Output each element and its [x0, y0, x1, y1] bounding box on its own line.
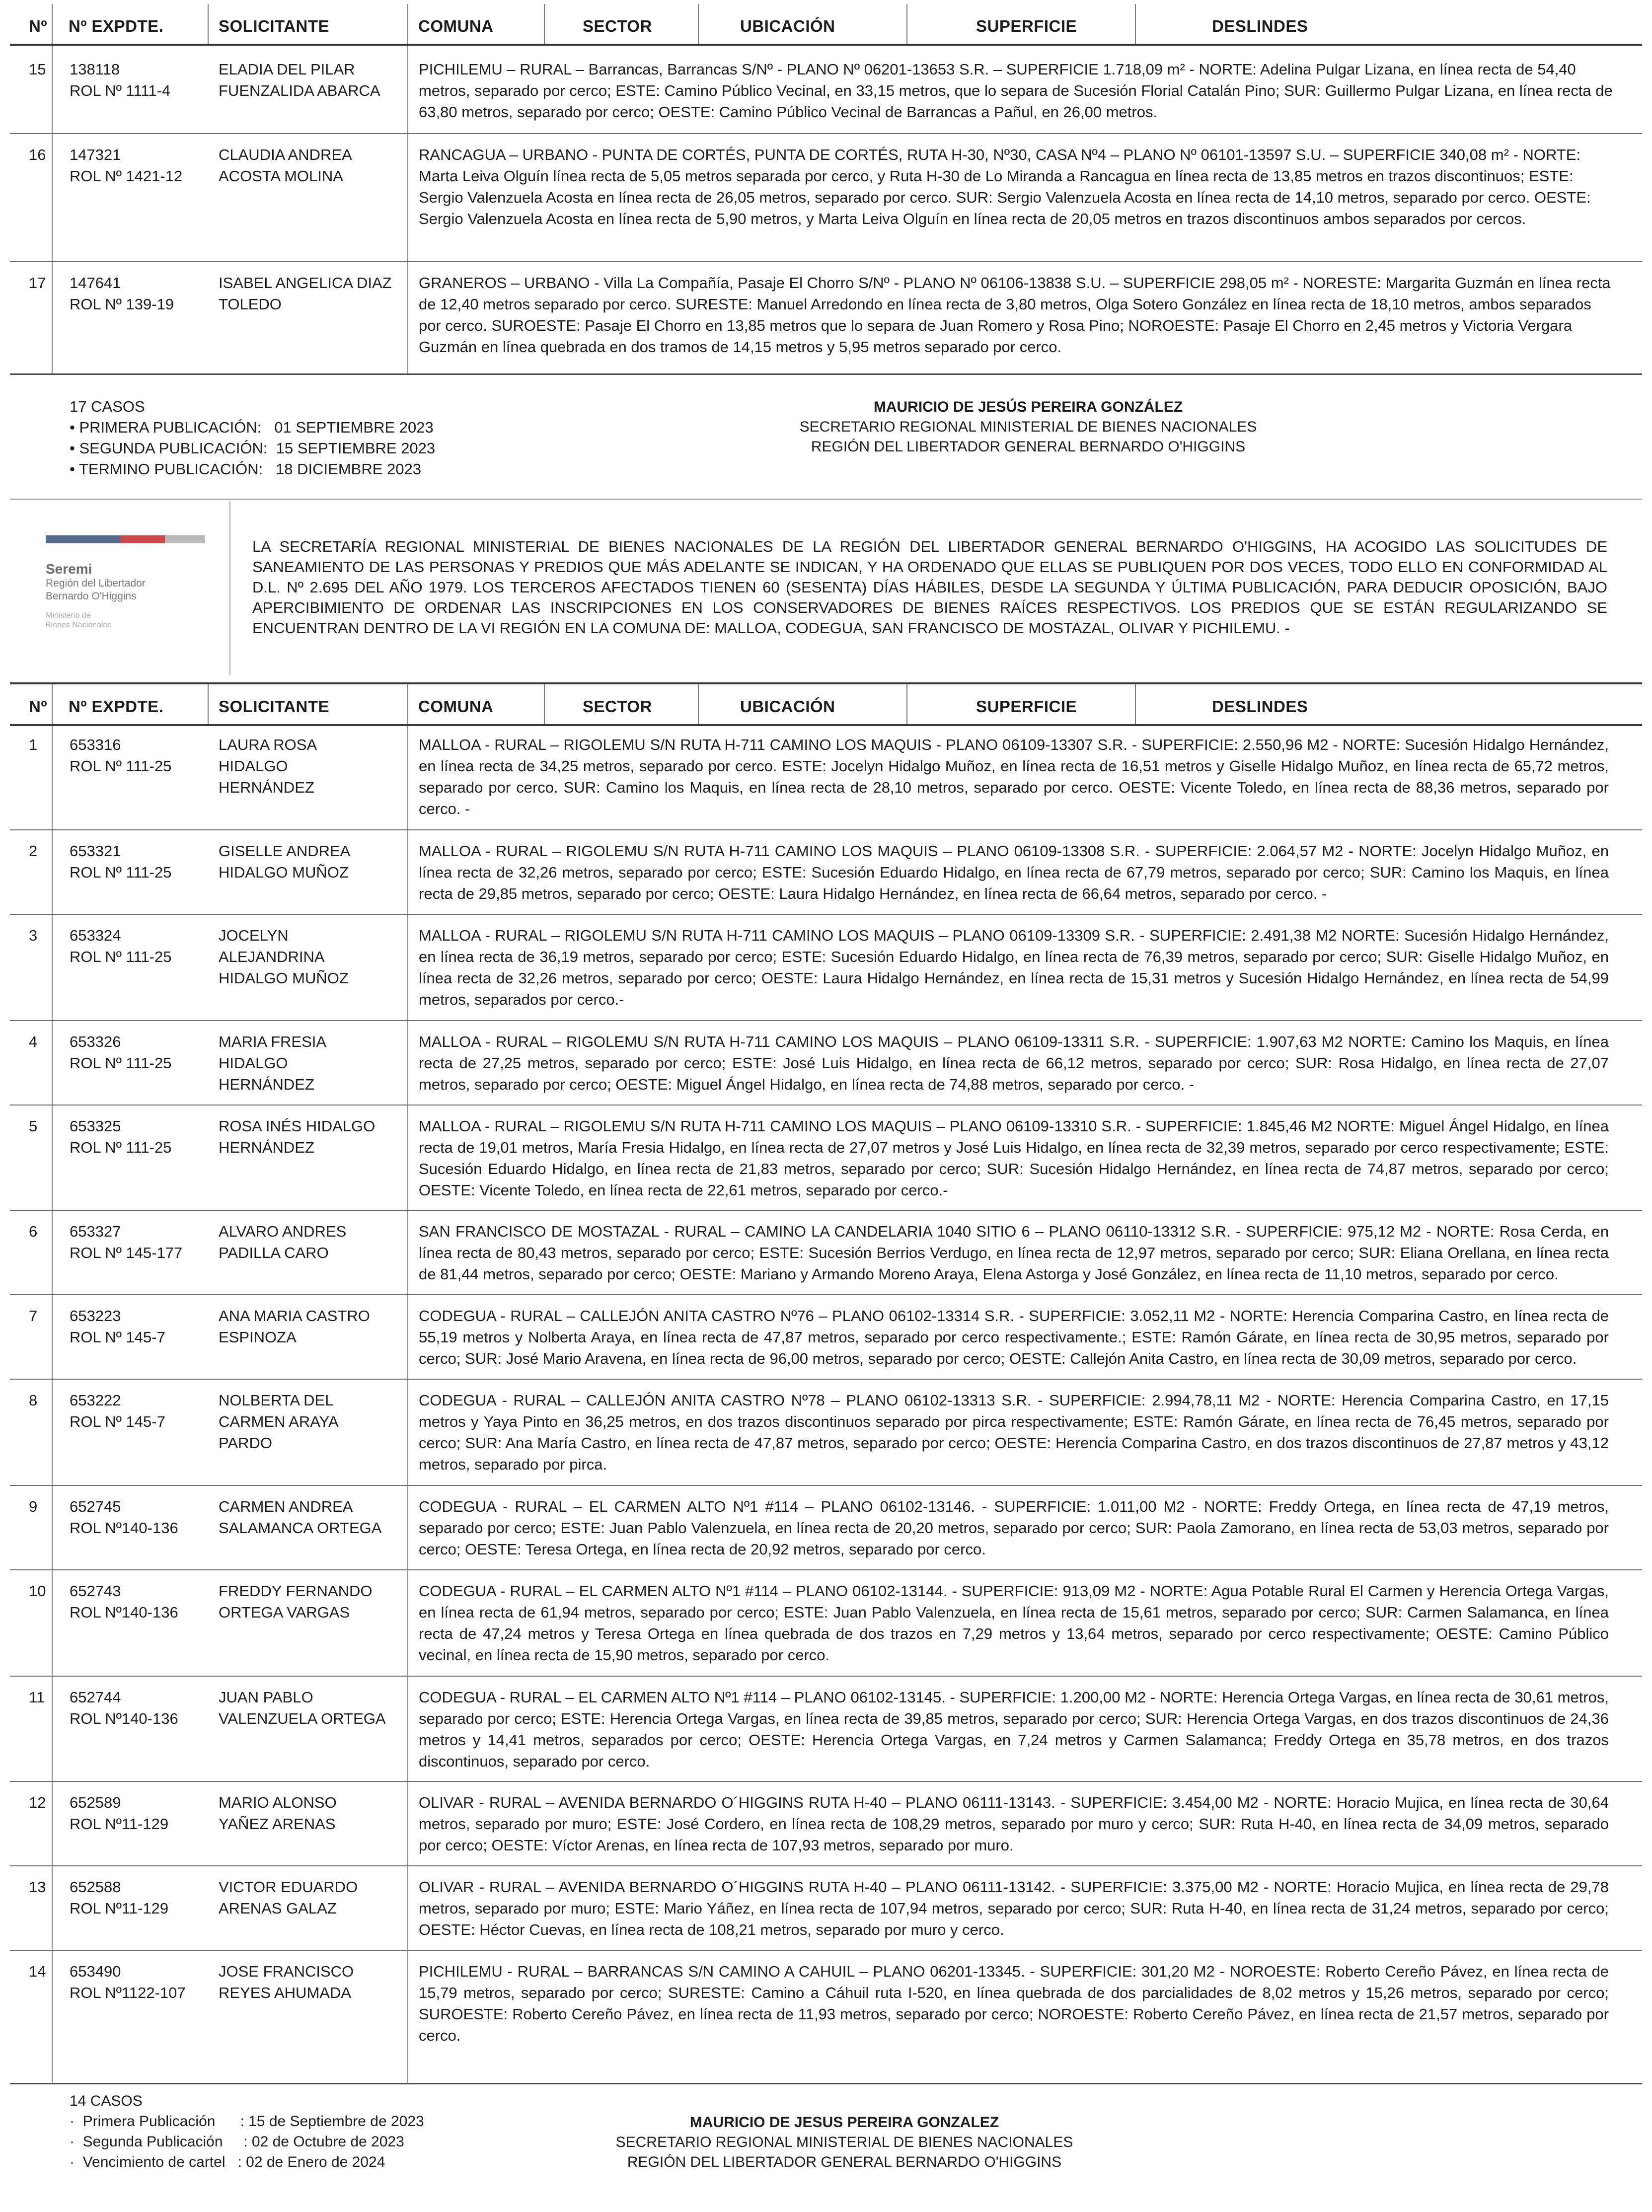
row-deslindes: OLIVAR - RURAL – AVENIDA BERNARDO O´HIGGINS RUTA H-40 – PLANO 06111-13142. - SUPERFICIE: 3.375,00 M2 - NORTE: Horacio Mujica, en línea recta de 29,78 metros, separado por muro; ESTE: Mario Yáñez, en línea recta de 107,94 metros, separado por cerco; SUR: Ruta H-40, en línea recta de 31,24 metros, separado por cerco; OESTE: Héctor Cuevas, en línea recta de 108,21 metros, separado por muro y cerco. — [419, 1878, 1609, 1938]
row-solicitante: CARMEN ANDREA SALAMANCA ORTEGA — [219, 1498, 382, 1537]
section-1-footer: 17 CASOS • PRIMERA PUBLICACIÓN: 01 SEPTIEMBRE 2023 • SEGUNDA PUBLICACIÓN: 15 SEPTIEMBRE 2023 • TERMINO PUBLICACIÓN: 18 DICIEMBRE 2023 — [70, 398, 436, 478]
row-expediente: 652589 ROL Nº11-129 — [70, 1794, 169, 1833]
row-number: 6 — [29, 1223, 38, 1240]
row-deslindes: SAN FRANCISCO DE MOSTAZAL - RURAL – CAMINO LA CANDELARIA 1040 SITIO 6 – PLANO 06110-13312 S.R. - SUPERFICIE: 975,12 M2 - NORTE: Rosa Cerda, en línea recta de 80,43 metros, separado por cerco; ESTE: Sucesión Berrios Verdugo, en línea recta de 12,97 metros, separado por cerco; SUR: Eliana Orellana, en línea recta de 81,44 metros, separado por cerco; OESTE: Mariano y Armando Moreno Araya, Elena Astorga y José González, en línea recta de 11,10 metros, separado por cerco. — [419, 1223, 1609, 1283]
row-expediente: 653316 ROL Nº 111-25 — [70, 736, 172, 775]
row-expediente: 652744 ROL Nº140-136 — [70, 1689, 178, 1727]
row-deslindes: MALLOA - RURAL – RIGOLEMU S/N RUTA H-711 CAMINO LOS MAQUIS - PLANO 06109-13307 S.R. - SUPERFICIE: 2.550,96 M2 - NORTE: Sucesión Hidalgo Hernández, en línea recta de 34,25 metros, separado por cerco. ESTE: Jocelyn Hidalgo Muñoz, en línea recta de 16,51 metros y Giselle Hidalgo Muñoz, en línea recta de 65,72 metros, separado por cerco. SUR: Camino los Maquis, en línea recta de 28,10 metros, separado por cerco. OESTE: Vicente Toledo, en línea recta de 88,36 metros, separado por cerco. - — [419, 736, 1609, 817]
row-expediente: 653327 ROL Nº 145-177 — [70, 1223, 183, 1261]
row-number: 4 — [29, 1033, 38, 1050]
row-number: 12 — [29, 1794, 46, 1811]
row-deslindes: CODEGUA - RURAL – CALLEJÓN ANITA CASTRO Nº78 – PLANO 06102-13313 S.R. - SUPERFICIE: 2.994,78,11 M2 - NORTE: Herencia Comparina Castro, en 17,15 metros y Yaya Pinto en 36,25 metros, en dos trazos discontinuos separado por pirca respectivamente; ESTE: Ramón Gárate, en línea recta de 76,45 metros, separado por cerco; SUR: Ana María Castro, en línea recta de 47,87 metros, separado por cerco; OESTE: Herencia Comparina Castro, en dos trazos discontinuos de 27,87 metros y 43,12 metros, separado por pirca. — [419, 1392, 1609, 1473]
table-header-2: Nº Nº EXPDTE. SOLICITANTE COMUNA SECTOR UBICACIÓN SUPERFICIE DESLINDES — [10, 684, 1642, 724]
row-number: 5 — [29, 1117, 38, 1135]
row-deslindes: OLIVAR - RURAL – AVENIDA BERNARDO O´HIGGINS RUTA H-40 – PLANO 06111-13143. - SUPERFICIE: 3.454,00 M2 - NORTE: Horacio Mujica, en línea recta de 30,64 metros, separado por muro; ESTE: José Cordero, en línea recta de 108,29 metros, separado por muro y cerco; SUR: Ruta H-40, en línea recta de 34,09 metros, separado por cerco; OESTE: Víctor Arenas, en línea recta de 107,93 metros, separado por muro. — [419, 1794, 1609, 1854]
row-solicitante: ALVARO ANDRES PADILLA CARO — [219, 1223, 347, 1261]
logo-bar-blue — [46, 535, 120, 543]
signature-2: MAURICIO DE JESUS PEREIRA GONZALEZ SECRETARIO REGIONAL MINISTERIAL DE BIENES NACIONALES REGIÓN DEL LIBERTADOR GENERAL BERNARDO O'HIGGINS — [615, 2114, 1073, 2170]
row-number: 14 — [29, 1963, 46, 1980]
row-number: 10 — [29, 1582, 46, 1600]
row-number: 7 — [29, 1307, 38, 1325]
row-deslindes: MALLOA - RURAL – RIGOLEMU S/N RUTA H-711 CAMINO LOS MAQUIS – PLANO 06109-13311 S.R. - SUPERFICIE: 1.907,63 M2 NORTE: Camino los Maquis, en línea recta de 27,25 metros, separado por cerco; ESTE: José Luis Hidalgo, en línea recta de 66,12 metros, separado por cerco; SUR: Rosa Hidalgo, en línea recta de 27,07 metros, separado por cerco; OESTE: Miguel Ángel Hidalgo, en línea recta de 74,88 metros, separado por cerco. - — [419, 1033, 1609, 1093]
row-expediente: 653222 ROL Nº 145-7 — [70, 1392, 165, 1430]
row-expediente: 653324 ROL Nº 111-25 — [70, 927, 172, 965]
row-solicitante: FREDDY FERNANDO ORTEGA VARGAS — [219, 1582, 373, 1621]
col-sector: SECTOR — [583, 17, 652, 35]
col-expediente: Nº EXPDTE. — [69, 17, 164, 35]
row-deslindes: PICHILEMU - RURAL – BARRANCAS S/N CAMINO A CAHUIL – PLANO 06201-13345. - SUPERFICIE: 301,20 M2 - NOROESTE: Roberto Cereño Pávez, en línea recta de 15,79 metros, separado por cerco; SURESTE: Camino a Cáhuil ruta I-520, en línea quebrada de dos parcialidades de 8,02 metros y 15,26 metros, separado por cerco; SUROESTE: Roberto Cereño Pávez, en línea recta de 11,93 metros, separado por cerco; NOROESTE: Roberto Cereño Pávez, en línea recta de 21,57 metros, separado por cerco. — [419, 1963, 1609, 2044]
seremi-logo: Seremi Región del Libertador Bernardo O'Higgins Ministerio de Bienes Nacionales — [46, 535, 205, 630]
section-2-footer: 14 CASOS · Primera Publicación : 15 de Septiembre de 2023 · Segunda Publicación : 02 de Octubre de 2023 · Vencimiento de cartel : 02 de Enero de 2024 — [70, 2093, 424, 2170]
row-expediente: 653321 ROL Nº 111-25 — [70, 842, 172, 881]
row-deslindes: CODEGUA - RURAL – EL CARMEN ALTO Nº1 #114 – PLANO 06102-13146. - SUPERFICIE: 1.011,00 M2 - NORTE: Freddy Ortega, en línea recta de 47,19 metros, separado por cerco; ESTE: Juan Pablo Valenzuela, en línea recta de 20,20 metros, separado por cerco; SUR: Paola Zamorano, en línea recta de 53,03 metros, separado por cerco; OESTE: Teresa Ortega, en línea recta de 20,92 metros, separado por cerco. — [419, 1498, 1609, 1558]
col-ubicacion: UBICACIÓN — [740, 17, 835, 35]
row-solicitante: JOSE FRANCISCO REYES AHUMADA — [219, 1963, 354, 2001]
row-solicitante: VICTOR EDUARDO ARENAS GALAZ — [219, 1878, 358, 1917]
header-rule — [10, 44, 1642, 46]
notice-text: LA SECRETARÍA REGIONAL MINISTERIAL DE BIENES NACIONALES DE LA REGIÓN DEL LIBERTADOR GENERAL BERNARDO O'HIGGINS, HA ACOGIDO LAS SOLICITUDES DE SANEAMIENTO DE LAS PERSONAS Y PREDIOS QUE MÁS ADELANTE SE INDICAN, Y HA ORDENADO QUE ELLAS SE PUBLIQUEN POR DOS VECES, TODO ELLO EN CONFORMIDAD AL D.L. Nº 2.695 DEL AÑO 1979. LOS TERCEROS AFECTADOS TIENEN 60 (SESENTA) DÍAS HÁBILES, DESDE LA SEGUNDA Y ÚLTIMA PUBLICACIÓN, PARA DEDUCIR OPOSICIÓN, BAJO APERCIBIMIENTO DE ORDENAR LAS INSCRIPCIONES EN LOS CONSERVADORES DE BIENES RAÍCES RESPECTIVOS. LOS PREDIOS QUE SE ESTÁN REGULARIZANDO SE ENCUENTRAN DENTRO DE LA VI REGIÓN EN LA COMUNA DE: MALLOA, CODEGUA, SAN FRANCISCO DE MOSTAZAL, OLIVAR Y PICHILEMU. - — [252, 538, 1607, 637]
row-solicitante: GISELLE ANDREA HIDALGO MUÑOZ — [219, 842, 351, 881]
row-solicitante: NOLBERTA DEL CARMEN ARAYA PARDO — [219, 1392, 339, 1452]
row-deslindes: MALLOA - RURAL – RIGOLEMU S/N RUTA H-711 CAMINO LOS MAQUIS – PLANO 06109-13308 S.R. - SUPERFICIE: 2.064,57 M2 - NORTE: Jocelyn Hidalgo Muñoz, en línea recta de 32,26 metros, separado por cerco; ESTE: Sucesión Eduardo Hidalgo, en línea recta de 67,79 metros, separado por cerco; SUR: Camino los Maquis, en línea recta de 29,85 metros, separado por cerco; OESTE: Laura Hidalgo Hernández, en línea recta de 66,64 metros, separado por cerco. - — [419, 842, 1609, 902]
row-deslindes: CODEGUA - RURAL – EL CARMEN ALTO Nº1 #114 – PLANO 06102-13145. - SUPERFICIE: 1.200,00 M2 - NORTE: Herencia Ortega Vargas, en línea recta de 30,61 metros, separado por cerco; ESTE: Herencia Ortega Vargas, en línea recta de 39,85 metros, separado por cerco; SUR: Herencia Ortega Vargas, en dos trazos discontinuos de 24,36 metros y 14,41 metros, separados por cerco; OESTE: Herencia Ortega Vargas, en 7,24 metros y Carmen Salamanca; Freddy Ortega en 35,78 metros, en dos trazos discontinuos, separado por cerco. — [419, 1689, 1609, 1770]
row-solicitante: JUAN PABLO VALENZUELA ORTEGA — [219, 1689, 386, 1727]
row-expediente: 653325 ROL Nº 111-25 — [70, 1117, 172, 1156]
row-solicitante: ROSA INÉS HIDALGO HERNÁNDEZ — [219, 1117, 375, 1156]
row-number: 11 — [29, 1689, 45, 1706]
row-number: 3 — [29, 927, 38, 944]
row-deslindes: CODEGUA - RURAL – CALLEJÓN ANITA CASTRO Nº76 – PLANO 06102-13314 S.R. - SUPERFICIE: 3.052,11 M2 - NORTE: Herencia Comparina Castro, en línea recta de 55,19 metros y Nolberta Araya, en línea recta de 47,87 metros, separado por cerco respectivamente.; ESTE: Ramón Gárate, en línea recta de 30,95 metros, separado por cerco; SUR: José Mario Aravena, en línea recta de 96,00 metros, separado por cerco; OESTE: Callejón Anita Castro, en línea recta de 30,09 metros, separado por cerco. — [419, 1307, 1609, 1367]
row-number: 2 — [29, 842, 38, 860]
row-solicitante: JOCELYN ALEJANDRINA HIDALGO MUÑOZ — [219, 927, 349, 987]
row-expediente: 653490 ROL Nº1122-107 — [70, 1963, 186, 2001]
row-solicitante: LAURA ROSA HIDALGO HERNÁNDEZ — [219, 736, 317, 796]
table-header-1 — [10, 4, 1642, 44]
row-expediente: 652743 ROL Nº140-136 — [70, 1582, 178, 1621]
row-number: 1 — [29, 736, 38, 753]
col-comuna: COMUNA — [418, 17, 494, 35]
row-expediente: 653223 ROL Nº 145-7 — [70, 1307, 165, 1346]
row-solicitante: MARIO ALONSO YAÑEZ ARENAS — [219, 1794, 337, 1833]
row-deslindes: MALLOA - RURAL – RIGOLEMU S/N RUTA H-711 CAMINO LOS MAQUIS – PLANO 06109-13310 S.R. - SUPERFICIE: 1.845,46 M2 NORTE: Miguel Ángel Hidalgo, en línea recta de 19,01 metros, María Fresia Hidalgo, en línea recta de 27,07 metros y José Luis Hidalgo, en línea recta de 32,39 metros, separado por cerco respectivamente; ESTE: Sucesión Eduardo Hidalgo, en línea recta de 21,83 metros, separado por cerco; SUR: Sucesión Hidalgo Hernández, en línea recta de 74,87 metros, separado por cerco; OESTE: Vicente Toledo, en línea recta de 22,61 metros, separado por cerco.- — [419, 1117, 1609, 1199]
col-solicitante: SOLICITANTE — [219, 17, 330, 35]
row-expediente: 653326 ROL Nº 111-25 — [70, 1033, 172, 1072]
row-number: 9 — [29, 1498, 38, 1515]
row-solicitante: ANA MARIA CASTRO ESPINOZA — [219, 1307, 370, 1346]
row-expediente: 652588 ROL Nº11-129 — [70, 1878, 169, 1917]
col-superficie: SUPERFICIE — [976, 17, 1077, 35]
row-solicitante: MARIA FRESIA HIDALGO HERNÁNDEZ — [219, 1033, 327, 1093]
row-deslindes: MALLOA - RURAL – RIGOLEMU S/N RUTA H-711 CAMINO LOS MAQUIS – PLANO 06109-13309 S.R. - SUPERFICIE: 2.491,38 M2 NORTE: Sucesión Hidalgo Hernández, en línea recta de 36,19 metros, separado por cerco; ESTE: Sucesión Eduardo Hidalgo, en línea recta de 76,39 metros, separado por cerco; SUR: Giselle Hidalgo Muñoz, en línea recta de 32,26 metros, separado por cerco; OESTE: Laura Hidalgo Hernández, en línea recta de 15,31 metros y Sucesión Hidalgo Hernández, en línea recta de 54,99 metros, separados por cerco.- — [419, 927, 1609, 1008]
col-n: Nº — [29, 17, 47, 35]
signature-1: MAURICIO DE JESÚS PEREIRA GONZÁLEZ SECRETARIO REGIONAL MINISTERIAL DE BIENES NACIONALES REGIÓN DEL LIBERTADOR GENERAL BERNARDO O'HIGGINS — [799, 399, 1257, 455]
row-deslindes: CODEGUA - RURAL – EL CARMEN ALTO Nº1 #114 – PLANO 06102-13144. - SUPERFICIE: 913,09 M2 - NORTE: Agua Potable Rural El Carmen y Herencia Ortega Vargas, en línea recta de 61,94 metros, separado por cerco; ESTE: Juan Pablo Valenzuela, en línea recta de 15,61 metros, separado por cerco; SUR: Carmen Salamanca, en línea recta de 47,24 metros y Teresa Ortega en línea quebrada de dos trazos en 7,29 metros y 13,64 metros, separado por cerco respectivamente; OESTE: Camino Público vecinal, en línea recta de 15,90 metros, separado por cerco. — [419, 1582, 1609, 1664]
row-number: 8 — [29, 1392, 38, 1409]
col-deslindes: DESLINDES — [1212, 17, 1308, 35]
row-expediente: 652745 ROL Nº140-136 — [70, 1498, 178, 1537]
logo-bar-red — [120, 535, 165, 543]
row-number: 13 — [29, 1878, 46, 1896]
